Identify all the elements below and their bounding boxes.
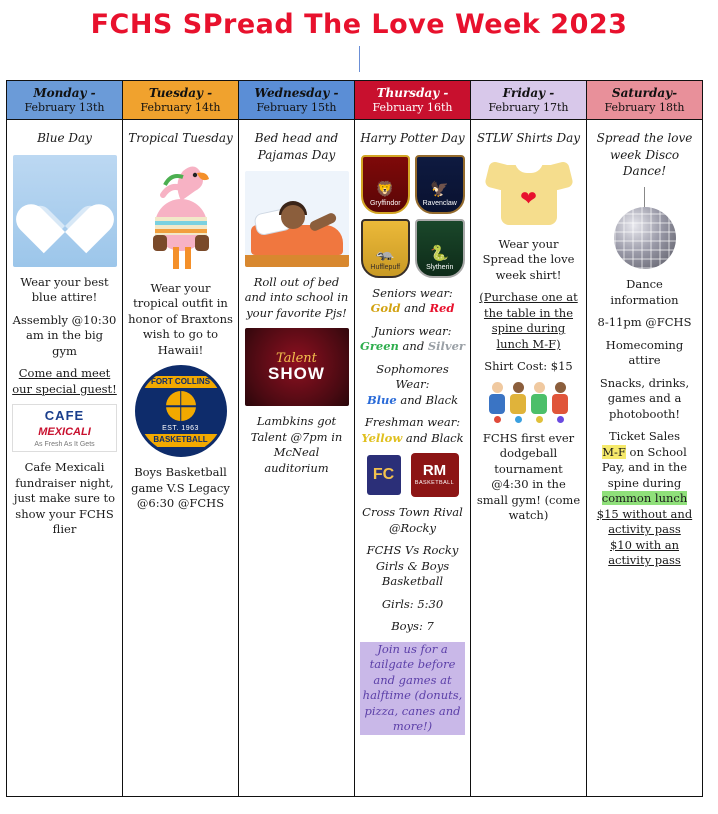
date-label: February 15th: [256, 100, 337, 114]
theme-subheading: Harry Potter Day: [360, 131, 465, 146]
logo-mid-text: EST. 1963: [162, 425, 199, 433]
ticket-price-activity: $10 with an activity pass: [608, 537, 681, 568]
talent-show-poster-image: [244, 328, 349, 406]
poster-line-2: SHOW: [268, 364, 325, 384]
snake-icon: 🐍: [430, 245, 450, 263]
column-body-friday: [471, 120, 586, 796]
slytherin-crest-icon: [415, 219, 465, 278]
day-label: Thursday -: [376, 85, 449, 100]
column-body-tuesday: [123, 120, 238, 796]
cafe-mexicali-logo: [12, 404, 117, 452]
day-label: Tuesday -: [148, 85, 213, 100]
column-body-saturday: [587, 120, 702, 796]
date-label: February 16th: [372, 100, 453, 114]
friday-shirt-cost: [476, 359, 581, 375]
ticket-location-text: on School Pay, and in the spine during: [601, 444, 688, 490]
day-column-monday: [6, 80, 123, 798]
rocky-logo-text: RM: [422, 462, 447, 480]
sophomores-color-2: Black: [425, 392, 459, 407]
week-grid: [6, 80, 712, 798]
friday-text-3: FCHS first ever dodgeball tournament @4:30 in the small gym! (come watch): [476, 430, 581, 523]
day-label: Monday -: [33, 85, 96, 100]
day-label: Wednesday -: [254, 85, 339, 100]
monday-text-3: Come and meet our special guest!: [12, 366, 117, 396]
disco-ball-image: [592, 187, 697, 269]
day-column-thursday: [354, 80, 471, 798]
freshman-color-1: Yellow: [361, 430, 403, 445]
ticket-sales-heading: Ticket Sales: [609, 429, 680, 444]
thursday-text-4: Boys: 7: [391, 619, 434, 634]
kid-in-bed-image: [244, 171, 349, 267]
day-label: Saturday-: [611, 85, 678, 100]
column-header-monday: [7, 81, 122, 121]
gryffindor-crest-icon: [361, 155, 411, 214]
seniors-conj: and: [400, 301, 430, 316]
hogwarts-house-crests-image: [360, 155, 465, 278]
seniors-color-2: Red: [429, 301, 455, 316]
column-body-monday: [7, 120, 122, 796]
crest-label: Slytherin: [426, 264, 454, 272]
freshman-label: Freshman wear:: [364, 415, 461, 430]
date-label: February 17th: [488, 100, 569, 114]
wednesday-text-2: Lambkins got Talent @7pm in McNeal auditorium: [250, 414, 343, 475]
tropical-flamingo-image: [128, 155, 233, 273]
day-column-wednesday: [238, 80, 355, 798]
date-label: February 13th: [24, 100, 105, 114]
mexicali-line-2: MEXICALI: [38, 425, 91, 438]
thursday-tailgate-note: Join us for a tailgate before and games at halftime (donuts, pizza, canes and more!): [360, 642, 465, 735]
juniors-color-2: Silver: [427, 339, 465, 354]
theme-subheading: STLW Shirts Day: [476, 131, 581, 146]
freshman-conj: and: [402, 430, 432, 445]
logo-top-text: FORT COLLINS: [138, 376, 224, 389]
column-header-friday: [471, 81, 586, 121]
juniors-color-1: Green: [360, 339, 399, 354]
kid-figure: [551, 382, 569, 423]
sophomores-color-1: Blue: [366, 392, 397, 407]
column-body-thursday: [355, 120, 470, 796]
crest-label: Gryffindor: [369, 200, 401, 208]
sophomores-conj: and: [396, 392, 426, 407]
column-header-thursday: [355, 81, 470, 121]
common-lunch-highlight: common lunch: [601, 491, 688, 506]
eagle-icon: 🦅: [430, 181, 450, 199]
shirt-cost-text: Shirt Cost: $15: [484, 359, 573, 374]
ticket-days-highlight: M-F: [602, 444, 626, 459]
lion-icon: 🦁: [375, 181, 395, 199]
theme-subheading: Spread the love week Disco Dance!: [596, 131, 693, 178]
kid-figure: [530, 382, 548, 423]
column-header-tuesday: [123, 81, 238, 121]
basketball-icon: [166, 391, 196, 421]
saturday-text-3: Homecoming attire: [605, 337, 684, 368]
ticket-price-full: $15 without and activity pass: [596, 506, 693, 537]
theme-subheading: Tropical Tuesday: [128, 131, 233, 146]
juniors-label: Juniors wear:: [373, 323, 452, 338]
hufflepuff-crest-icon: [361, 219, 411, 278]
freshman-color-2: Black: [431, 430, 464, 445]
heart-icon: ❤: [520, 185, 537, 210]
day-column-friday: [470, 80, 587, 798]
disco-ball-shape: [614, 207, 676, 269]
friday-text-1: Wear your Spread the love week shirt!: [482, 236, 575, 282]
rocky-logo-sub: BASKETBALL: [414, 480, 455, 487]
juniors-conj: and: [398, 339, 428, 354]
saturday-text-1: Dance information: [610, 277, 679, 307]
thursday-text-2: FCHS Vs Rocky Girls & Boys Basketball: [366, 543, 459, 589]
dress-code-seniors: [360, 286, 465, 317]
crest-label: Hufflepuff: [370, 264, 401, 272]
seniors-color-1: Gold: [370, 301, 401, 316]
poster-line-1: Talent: [276, 351, 317, 367]
day-column-tuesday: [122, 80, 239, 798]
t-shirt-image: [476, 155, 581, 229]
heart-shape-inner: [43, 191, 87, 231]
saturday-ticket-sales: [592, 429, 697, 569]
date-label: February 18th: [604, 100, 685, 114]
monday-text-4: Cafe Mexicali fundraiser night, just make sure to show your FCHS flier: [13, 460, 116, 537]
sophomores-label: Sophomores Wear:: [376, 361, 449, 392]
tuesday-text-1: Wear your tropical outfit in honor of Braxtons wish to go to Hawaii!: [128, 280, 233, 357]
thursday-text-3: Girls: 5:30: [381, 596, 444, 611]
dress-code-freshman: [360, 415, 465, 446]
theme-subheading: Bed head and Pajamas Day: [254, 131, 339, 162]
kid-figure: [488, 382, 506, 423]
tuesday-text-2: Boys Basketball game V.S Legacy @6:30 @FCHS: [131, 465, 230, 511]
bed-frame-shape: [245, 255, 349, 267]
monday-text-1: Wear your best blue attire!: [20, 274, 109, 305]
dodgeball-kids-image: [476, 382, 581, 423]
kid-figure: [509, 382, 527, 423]
wednesday-text-1: Roll out of bed and into school in your favorite Pjs!: [244, 274, 349, 320]
dress-code-juniors: [360, 324, 465, 355]
crest-label: Ravenclaw: [422, 200, 457, 208]
day-label: Friday -: [502, 85, 555, 100]
page-title: FCHS SPread The Love Week 2023: [90, 9, 628, 40]
column-header-saturday: [587, 81, 702, 121]
school-logos-row: [360, 453, 465, 497]
theme-subheading: Blue Day: [37, 131, 92, 146]
day-column-saturday: [586, 80, 703, 798]
fort-collins-basketball-logo: [128, 365, 233, 457]
thursday-text-1: Cross Town Rival @Rocky: [362, 505, 463, 535]
blue-hearts-image: [12, 155, 117, 267]
rocky-mountain-logo-icon: [411, 453, 459, 497]
mexicali-line-1: CAFE: [44, 408, 85, 424]
badger-icon: 🦡: [375, 245, 395, 263]
ravenclaw-crest-icon: [415, 155, 465, 214]
friday-text-2: (Purchase one at the table in the spine during lunch M-F): [479, 290, 578, 351]
column-header-wednesday: [239, 81, 354, 121]
disco-string-shape: [644, 187, 645, 207]
title-divider: [359, 46, 360, 72]
saturday-text-2: 8-11pm @FCHS: [597, 315, 692, 330]
column-body-wednesday: [239, 120, 354, 796]
saturday-text-4: Snacks, drinks, games and a photobooth!: [599, 375, 690, 421]
mexicali-line-3: As Fresh As It Gets: [34, 440, 95, 448]
dress-code-sophomores: [360, 362, 465, 409]
date-label: February 14th: [140, 100, 221, 114]
seniors-label: Seniors wear:: [372, 285, 453, 300]
fchs-logo-icon: FC: [367, 455, 401, 495]
head-shape: [281, 205, 305, 229]
monday-text-2: Assembly @10:30 am in the big gym: [12, 312, 117, 358]
logo-bottom-text: BASKETBALL: [138, 434, 224, 447]
